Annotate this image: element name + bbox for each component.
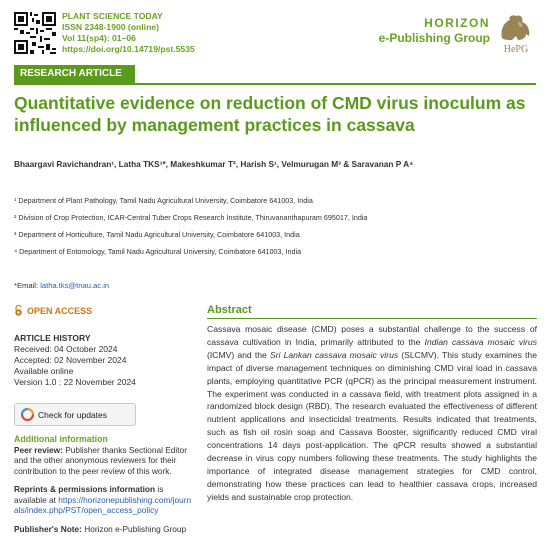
history-version: Version 1.0 : 22 November 2024 xyxy=(14,377,136,387)
abstract-divider xyxy=(207,318,537,319)
journal-info xyxy=(62,11,195,55)
publisher-line2: e-Publishing Group xyxy=(378,31,490,45)
peer-review-text: Publisher thanks Sectional Editor and the other anonymous reviewers for their contribution to the peer review of this work. xyxy=(14,444,187,476)
open-access-lock-icon xyxy=(14,305,23,316)
reprints-link[interactable]: https://horizonepublishing.com/journals/index.php/PST/open_access_policy xyxy=(14,494,192,515)
abstract-text-3: (SLCMV). This study examines the impact of diverse management techniques on diminishing CMD viral load in cassava plants, employing quantitative PCR (qPCR) as the principal measurement instrument. The experiment was conducted in a cassava field, with treatment plots assigned in a randomized block design (RBD). The research evaluated the effectiveness of different nutrient applications and insecticidal treatments. Results indicated that treatments, such as fish oil rosin soap and Cassava Booster, significantly reduced CMD viral concentrations 14 days post-application. The qPCR results showed a substantial decrease in virus copy numbers following these treatments. The study highlights the importance of integrated disease management strategies for CMD control, demonstrating how these practices can lead to healthier cassava crops, increased yields and sustainable crop protection. xyxy=(207,349,537,502)
reprints-note xyxy=(14,484,192,516)
article-history xyxy=(14,333,136,388)
corresponding-email xyxy=(14,281,109,290)
journal-volume: Vol 11(sp4): 01–06 xyxy=(62,33,136,43)
logo-text: HePG xyxy=(503,44,529,54)
affiliation-1: ¹ Department of Plant Pathology, Tamil Nadu Agricultural University, Coimbatore 641003, India xyxy=(14,196,313,205)
peer-review-label: Peer review: xyxy=(14,444,63,455)
history-available: Available online xyxy=(14,366,74,376)
abstract-text-2: (ICMV) and the xyxy=(207,349,270,360)
author-list: Bhaargavi Ravichandran¹, Latha TKS¹*, Makeshkumar T², Harish S¹, Velmurugan M³ & Saravanan P A⁴ xyxy=(14,159,414,169)
article-title: Quantitative evidence on reduction of CMD virus inoculum as influenced by management practices in cassava xyxy=(14,93,526,135)
hepg-lion-logo-icon xyxy=(496,12,536,54)
affiliation-4: ⁴ Department of Entomology, Tamil Nadu Agricultural University, Coimbatore 641003, India xyxy=(14,247,302,256)
header-divider xyxy=(14,83,536,85)
publisher-note-text: Horizon e-Publishing Group xyxy=(81,523,187,534)
email-label: *Email: xyxy=(14,281,39,290)
publisher-note-label: Publisher's Note: xyxy=(14,523,82,534)
qr-code-icon xyxy=(14,12,56,54)
additional-information xyxy=(14,434,192,534)
abstract-virus-1: Indian cassava mosaic virus xyxy=(424,336,537,347)
email-link[interactable]: latha.tks@tnau.ac.in xyxy=(40,281,110,290)
journal-issn: ISSN 2348-1900 (online) xyxy=(62,22,159,32)
check-for-updates-button[interactable] xyxy=(14,403,136,426)
abstract-heading: Abstract xyxy=(207,304,252,316)
history-received: Received: 04 October 2024 xyxy=(14,344,118,354)
publisher-name xyxy=(379,16,490,46)
reprints-text: is available at xyxy=(14,484,164,505)
history-heading: ARTICLE HISTORY xyxy=(14,333,91,343)
abstract-text-1: Cassava mosaic disease (CMD) poses a substantial challenge to the success of cassava cultivation in India, primarily attributed to the xyxy=(207,324,537,347)
abstract-virus-2: Sri Lankan cassava mosaic virus xyxy=(269,349,399,360)
additional-info-heading: Additional information xyxy=(14,434,108,444)
affiliation-2: ² Division of Crop Protection, ICAR-Central Tuber Crops Research Institute, Thiruvananthapuram 695017, India xyxy=(14,213,368,222)
open-access-text: OPEN ACCESS xyxy=(27,306,93,316)
publisher-line1: HORIZON xyxy=(424,16,490,30)
check-for-updates-icon xyxy=(21,408,34,421)
affiliation-3: ³ Department of Horticulture, Tamil Nadu Agricultural University, Coimbatore 641003, India xyxy=(14,230,300,239)
reprints-label: Reprints & permissions information xyxy=(14,484,156,494)
open-access-label xyxy=(14,305,92,316)
peer-review-note xyxy=(14,445,192,477)
history-accepted: Accepted: 02 November 2024 xyxy=(14,355,127,365)
publisher-note xyxy=(14,524,192,535)
article-type-banner: RESEARCH ARTICLE xyxy=(14,65,135,83)
doi-link[interactable]: https://doi.org/10.14719/pst.5535 xyxy=(62,44,195,54)
check-for-updates-label: Check for updates xyxy=(38,410,107,420)
journal-name: PLANT SCIENCE TODAY xyxy=(62,11,163,21)
abstract-body xyxy=(207,323,537,504)
